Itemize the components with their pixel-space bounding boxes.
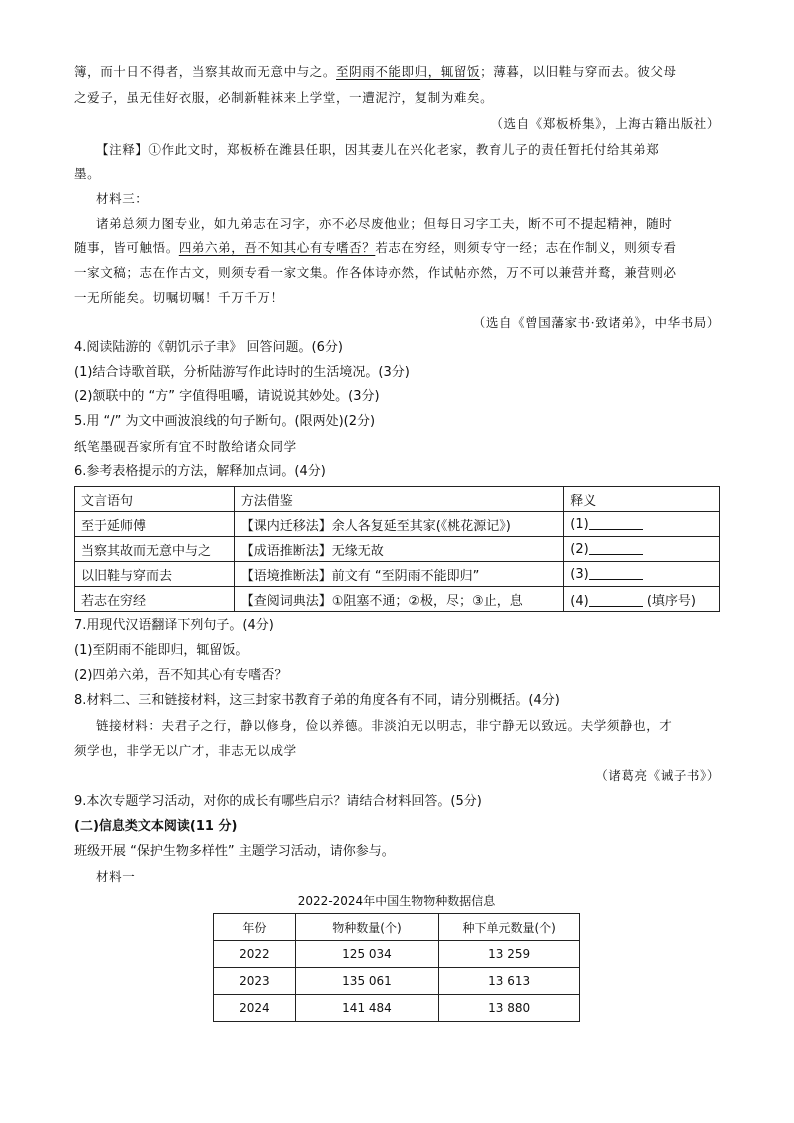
material3-line4: 一无所能矣。切嘱切嘱！千万千万！ — [74, 290, 284, 305]
table-cell: 【课内迁移法】余人各复延至其家(《桃花源记》) — [234, 512, 564, 537]
question-4-part1: (1)结合诗歌首联，分析陆游写作此诗时的生活境况。(3分) — [74, 365, 410, 380]
table-row — [75, 562, 720, 587]
link-material-line2: 须学也，非学无以广才，非志无以成学 — [74, 743, 297, 758]
question-9: 9.本次专题学习活动，对你的成长有哪些启示？请结合材料回答。(5分) — [74, 794, 482, 809]
question-7-part2: (2)四弟六弟，吾不知其心有专嗜否？ — [74, 668, 288, 683]
table-cell: 至于延师傅 — [75, 512, 235, 537]
text-segment: 随事，皆可触悟。 — [74, 240, 179, 255]
text-segment: 若志在穷经，则须专守一经；志在作制义，则须专看 — [375, 240, 677, 255]
table-cell: 13 880 — [439, 995, 580, 1022]
answer-blank[interactable] — [589, 542, 643, 555]
table-row — [214, 995, 580, 1022]
question-7: 7.用现代汉语翻译下列句子。(4分) — [74, 618, 274, 633]
table-header-row — [75, 487, 720, 512]
table-header: 方法借鉴 — [234, 487, 564, 512]
section-intro: 班级开展 “保护生物多样性” 主题学习活动，请你参与。 — [74, 844, 395, 859]
table-cell: 141 484 — [295, 995, 439, 1022]
section-heading: (二)信息类文本阅读(11 分) — [74, 819, 238, 834]
table-cell: 【查阅词典法】①阻塞不通；②极，尽；③止，息 — [234, 587, 564, 612]
link-material-line1: 链接材料：夫君子之行，静以修身，俭以养德。非淡泊无以明志，非宁静无以致远。夫学须静也，才 — [96, 718, 673, 733]
table-cell: 125 034 — [295, 941, 439, 968]
answer-cell — [564, 512, 720, 537]
material3-line3: 一家文稿；志在作古文，则须专看一家文集。作各体诗亦然，作试帖亦然，万不可以兼营并鹜，兼营则必 — [74, 265, 677, 280]
source-citation-1: （选自《郑板桥集》，上海古籍出版社） — [490, 116, 720, 131]
table-header: 物种数量(个) — [295, 914, 439, 941]
question-7-part1: (1)至阴雨不能即归，辄留饭。 — [74, 643, 249, 658]
answer-blank[interactable] — [589, 567, 643, 580]
material3-line1: 诸弟总须力图专业，如九弟志在习字，亦不必尽废他业；但每日习字工夫，断不可不提起精神，随时 — [96, 216, 673, 231]
table-row — [214, 941, 580, 968]
underlined-sentence: 四弟六弟，吾不知其心有专嗜否？ — [178, 240, 376, 255]
table-cell: 2023 — [214, 968, 296, 995]
table-header: 文言语句 — [75, 487, 235, 512]
question-8: 8.材料二、三和链接材料，这三封家书教育子弟的角度各有不同，请分别概括。(4分) — [74, 693, 560, 708]
question-4: 4.阅读陆游的《朝饥示子聿》 回答问题。(6分) — [74, 340, 343, 355]
material2-line1 — [74, 62, 677, 82]
table-row — [75, 537, 720, 562]
annotation-line2: 墨。 — [74, 166, 101, 181]
annotation-line1: 【注释】①作此文时，郑板桥在潍县任职，因其妻儿在兴化老家，教育儿子的责任暂托付给其弟郑 — [96, 142, 660, 157]
table-cell: 13 259 — [439, 941, 580, 968]
table-caption: 2022-2024年中国生物物种数据信息 — [297, 894, 496, 908]
answer-blank[interactable] — [589, 517, 643, 530]
table-cell: 以旧鞋与穿而去 — [75, 562, 235, 587]
table-row — [214, 968, 580, 995]
blank-number: (2) — [570, 541, 589, 557]
table-cell: 2022 — [214, 941, 296, 968]
table-header: 种下单元数量(个) — [439, 914, 580, 941]
table-cell: 【成语推断法】无缘无故 — [234, 537, 564, 562]
material2-line2: 之爱子，虽无佳好衣服，必制新鞋袜来上学堂，一遭泥泞，复制为难矣。 — [74, 90, 494, 105]
species-data-table — [213, 913, 580, 1022]
material1-heading: 材料一 — [96, 869, 136, 884]
table-cell: 当察其故而无意中与之 — [75, 537, 235, 562]
underlined-sentence: 至阴雨不能即归，辄留饭 — [336, 64, 481, 79]
material3-line2 — [74, 238, 677, 258]
table-row — [75, 587, 720, 612]
table-header: 释义 — [564, 487, 720, 512]
answer-blank[interactable] — [589, 594, 643, 607]
source-citation-3: （诸葛亮《诫子书》） — [595, 768, 720, 783]
question-4-part2: (2)颔联中的 “方” 字值得咀嚼，请说说其妙处。(3分) — [74, 389, 380, 404]
text-segment: 簿，而十日不得者，当察其故而无意中与之。 — [74, 64, 337, 79]
question-6: 6.参考表格提示的方法，解释加点词。(4分) — [74, 464, 326, 479]
table-cell: 若志在穷经 — [75, 587, 235, 612]
table-header: 年份 — [214, 914, 296, 941]
source-citation-2: （选自《曾国藩家书·致诸弟》，中华书局） — [472, 315, 720, 330]
table-header-row — [214, 914, 580, 941]
blank-number: (4) — [570, 593, 589, 609]
question-5-sentence: 纸笔墨砚吾家所有宜不时散给诸众同学 — [74, 439, 297, 454]
answer-cell — [564, 587, 720, 612]
answer-cell — [564, 537, 720, 562]
answer-cell — [564, 562, 720, 587]
material3-heading: 材料三： — [96, 191, 149, 206]
answer-note: (填序号) — [646, 593, 696, 609]
table-cell: 2024 — [214, 995, 296, 1022]
question-5: 5.用 “/” 为文中画波浪线的句子断句。(限两处)(2分) — [74, 414, 376, 429]
blank-number: (3) — [570, 566, 589, 582]
table-cell: 【语境推断法】前文有 “至阴雨不能即归” — [234, 562, 564, 587]
table-cell: 13 613 — [439, 968, 580, 995]
text-segment: ；薄暮，以旧鞋与穿而去。彼父母 — [480, 64, 677, 79]
question-6-table — [74, 486, 720, 612]
table-cell: 135 061 — [295, 968, 439, 995]
blank-number: (1) — [570, 516, 589, 532]
table-row — [75, 512, 720, 537]
